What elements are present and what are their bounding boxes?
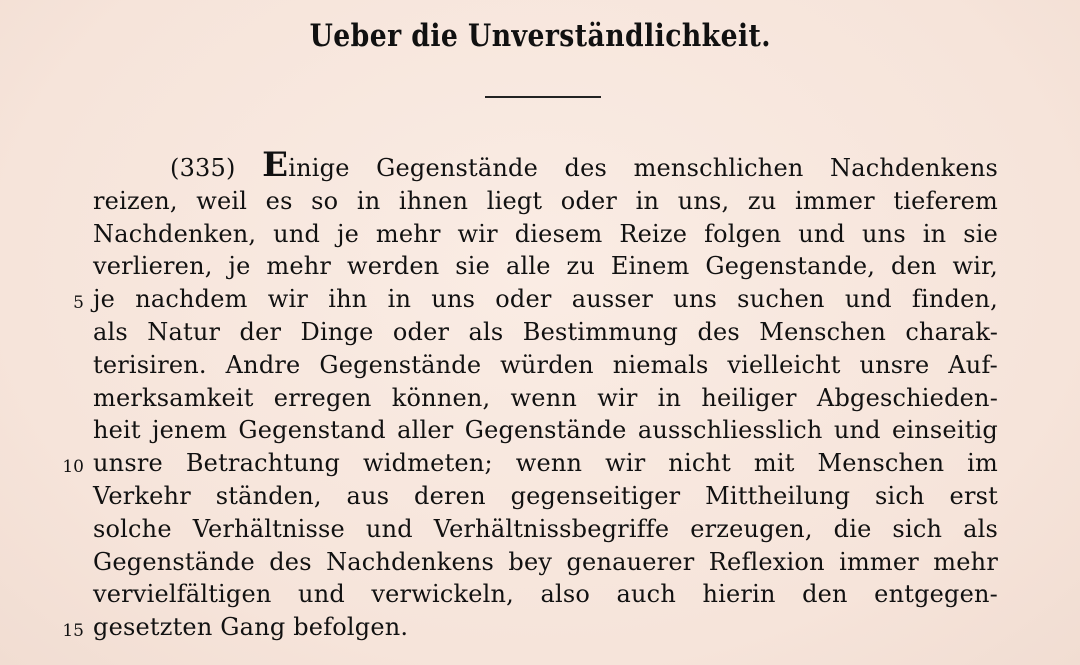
page-title: Ueber die Unverständlichkeit. bbox=[309, 18, 771, 54]
section-number: (335) bbox=[170, 154, 236, 182]
line-number-5: 5 bbox=[73, 293, 84, 313]
paragraph-line: Gegenstände des Nachdenkens bey genauerer Reflexion immer mehr bbox=[93, 547, 998, 576]
paragraph-335 bbox=[93, 145, 998, 644]
paragraph-line: verlieren, je mehr werden sie alle zu Einem Gegenstande, den wir, bbox=[93, 252, 998, 281]
paragraph-line-1 bbox=[93, 145, 998, 185]
paragraph-line: vervielfältigen und verwickeln, also auch hierin den entgegen- bbox=[93, 580, 998, 609]
paragraph-line: als Natur der Dinge oder als Bestimmung des Menschen charak- bbox=[93, 317, 998, 346]
paragraph-line: terisiren. Andre Gegenstände würden niemals vielleicht unsre Auf- bbox=[93, 350, 998, 379]
paragraph-line: solche Verhältnisse und Verhältnissbegriffe erzeugen, die sich als bbox=[93, 514, 998, 543]
paragraph-line-last: gesetzten Gang befolgen. bbox=[93, 613, 409, 642]
drop-cap: E bbox=[262, 145, 289, 185]
paragraph-line: merksamkeit erregen können, wenn wir in heiliger Abgeschieden- bbox=[93, 383, 998, 412]
paragraph-line: Nachdenken, und je mehr wir diesem Reize folgen und uns in sie bbox=[93, 219, 998, 248]
paragraph-line: reizen, weil es so in ihnen liegt oder in uns, zu immer tieferem bbox=[93, 186, 998, 215]
line-number-10: 10 bbox=[62, 457, 84, 477]
title-rule bbox=[485, 96, 601, 98]
paragraph-line: heit jenem Gegenstand aller Gegenstände ausschliesslich und einseitig bbox=[93, 416, 998, 445]
paragraph-line: Verkehr ständen, aus deren gegenseitiger Mittheilung sich erst bbox=[93, 481, 998, 510]
line-number-15: 15 bbox=[62, 621, 84, 641]
paragraph-line: je nachdem wir ihn in uns oder ausser uns suchen und finden, bbox=[93, 285, 998, 314]
first-line-text: inige Gegenstände des menschlichen Nachdenkens bbox=[288, 154, 998, 182]
paragraph-line: unsre Betrachtung widmeten; wenn wir nicht mit Menschen im bbox=[93, 449, 998, 478]
